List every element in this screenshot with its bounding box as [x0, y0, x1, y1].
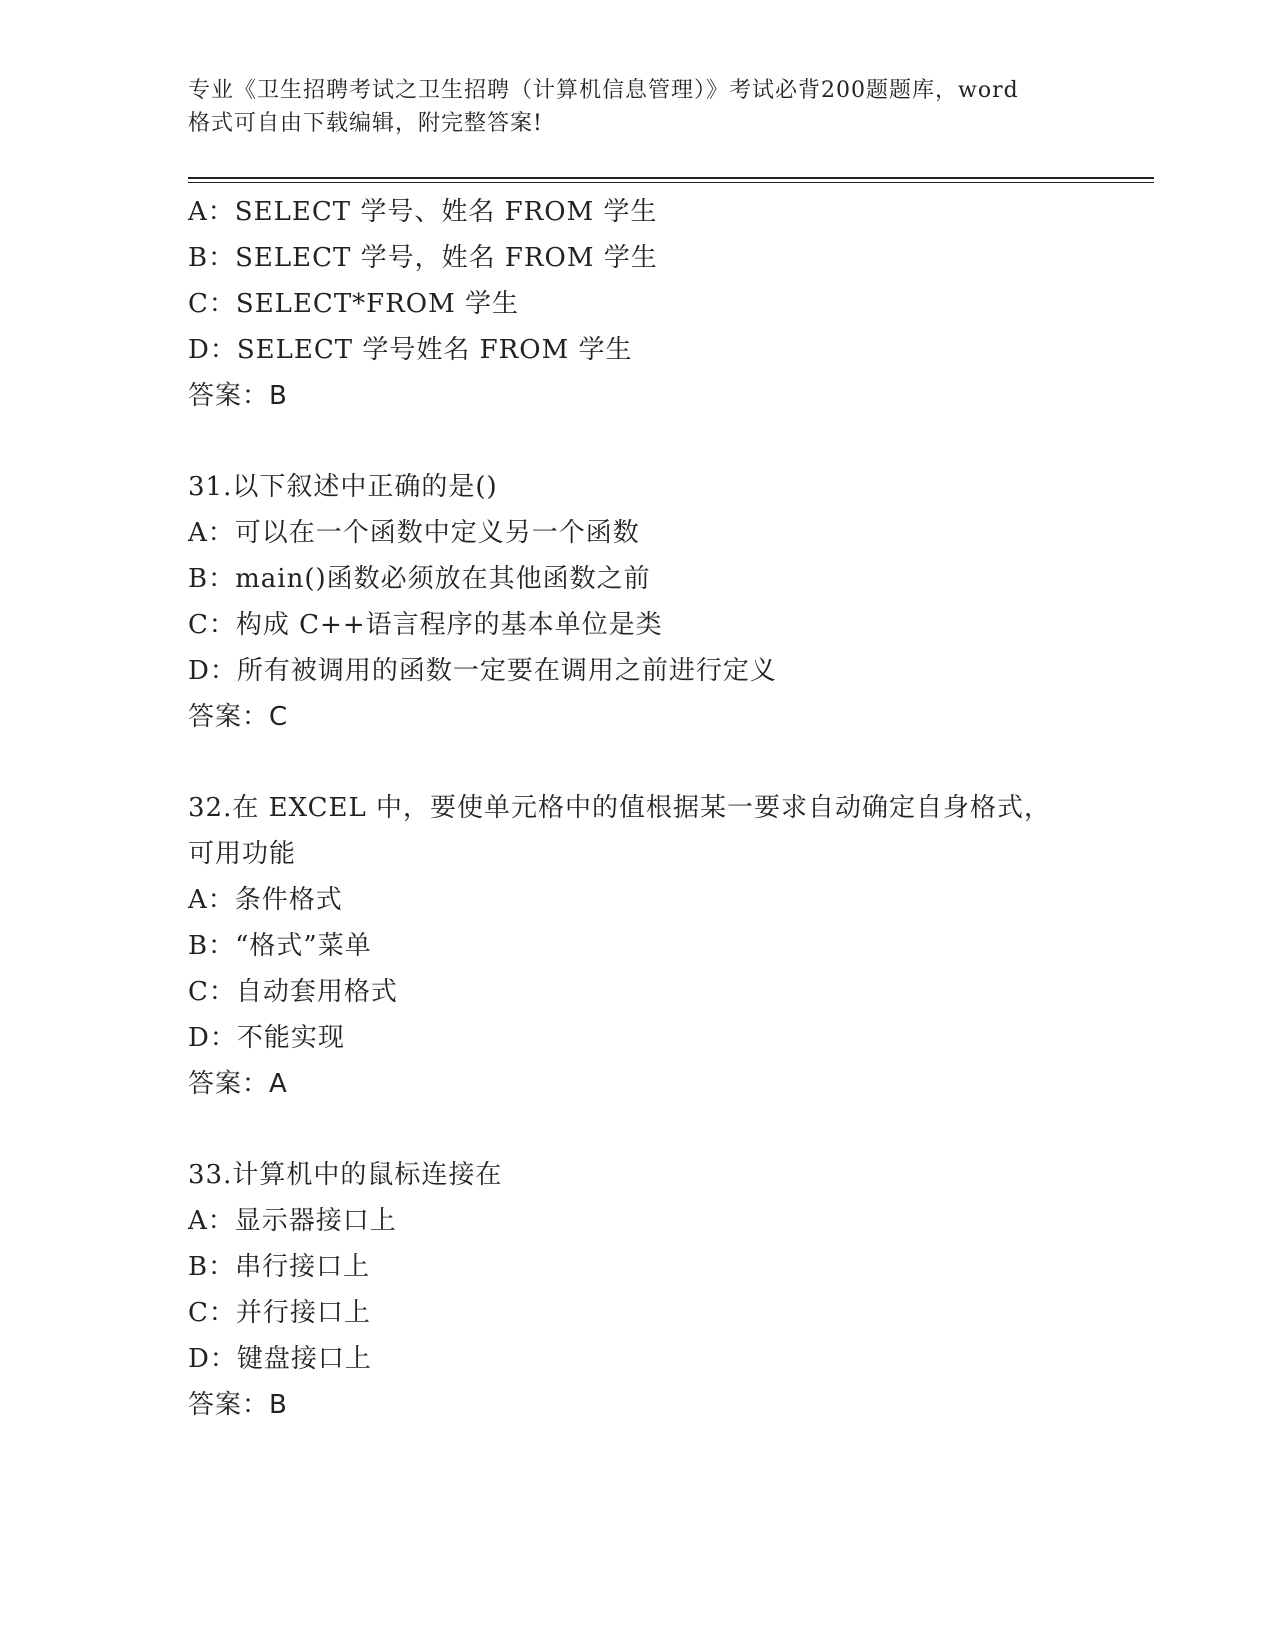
answer-line: 答案：C: [188, 702, 289, 732]
option-c: C：构成 C++语言程序的基本单位是类: [188, 610, 663, 640]
header-rule-thick: [188, 177, 1154, 179]
option-b: B：main()函数必须放在其他函数之前: [188, 564, 651, 594]
option-b: B：“格式”菜单: [188, 931, 372, 961]
document-header: [188, 74, 1088, 140]
option-c: C：自动套用格式: [188, 977, 398, 1007]
spacer: [188, 1107, 1088, 1152]
spacer: [188, 419, 1088, 464]
option-b: B：串行接口上: [188, 1252, 371, 1282]
option-d: D：键盘接口上: [188, 1344, 372, 1374]
option-d: D：SELECT 学号姓名 FROM 学生: [188, 335, 633, 365]
question-block-33: [188, 1152, 1088, 1428]
question-stem: 31.以下叙述中正确的是(): [188, 472, 498, 502]
answer-line: 答案：A: [188, 1069, 288, 1099]
document-body: [188, 189, 1088, 1428]
option-a: A：可以在一个函数中定义另一个函数: [188, 518, 640, 548]
answer-line: 答案：B: [188, 381, 288, 411]
option-d: D：不能实现: [188, 1023, 345, 1053]
option-d: D：所有被调用的函数一定要在调用之前进行定义: [188, 656, 777, 686]
question-block-continued: [188, 189, 1088, 419]
question-block-31: [188, 464, 1088, 740]
header-line-2: 格式可自由下载编辑，附完整答案!: [188, 111, 543, 136]
option-b: B：SELECT 学号，姓名 FROM 学生: [188, 243, 658, 273]
question-stem: 33.计算机中的鼠标连接在: [188, 1160, 503, 1190]
option-c: C：SELECT*FROM 学生: [188, 289, 519, 319]
option-a: A：条件格式: [188, 885, 343, 915]
option-a: A：显示器接口上: [188, 1206, 397, 1236]
question-stem: 32.在 EXCEL 中，要使单元格中的值根据某一要求自动确定自身格式，: [188, 793, 1052, 823]
spacer: [188, 740, 1088, 785]
header-rule-thin: [188, 182, 1154, 183]
option-a: A：SELECT 学号、姓名 FROM 学生: [188, 197, 658, 227]
question-block-32: [188, 785, 1088, 1107]
answer-line: 答案：B: [188, 1390, 288, 1420]
option-c: C：并行接口上: [188, 1298, 371, 1328]
header-line-1: 专业《卫生招聘考试之卫生招聘（计算机信息管理）》考试必背200题题库，word: [188, 78, 1019, 103]
question-stem-continued: 可用功能: [188, 839, 297, 869]
